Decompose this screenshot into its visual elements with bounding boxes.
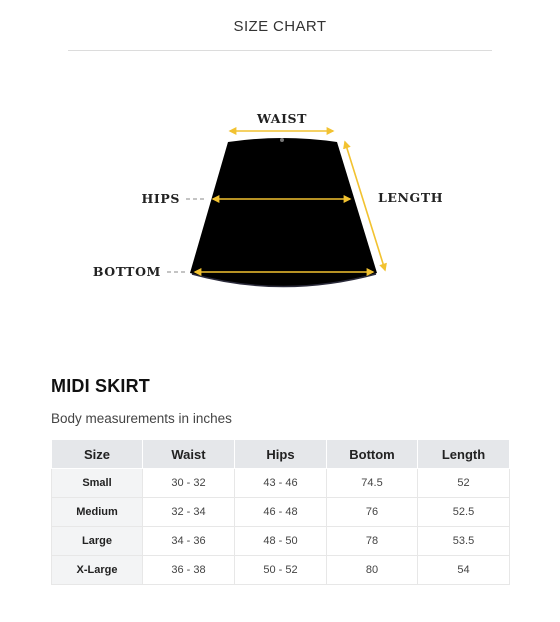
waist-cell: 32 - 34 xyxy=(143,498,235,527)
bottom-cell: 80 xyxy=(327,556,418,585)
column-header-hips: Hips xyxy=(235,440,327,469)
length-cell: 52.5 xyxy=(418,498,510,527)
section-title: MIDI SKIRT xyxy=(51,376,150,396)
title-divider xyxy=(68,50,492,51)
hips-cell: 48 - 50 xyxy=(235,527,327,556)
waist-cell: 34 - 36 xyxy=(143,527,235,556)
page-title: SIZE CHART xyxy=(233,18,327,35)
size-cell: Large xyxy=(52,527,143,556)
length-label: LENGTH xyxy=(378,190,444,205)
hips-cell: 50 - 52 xyxy=(235,556,327,585)
table-row xyxy=(52,469,510,498)
size-chart-table xyxy=(51,439,510,585)
table-row xyxy=(52,556,510,585)
hips-cell: 43 - 46 xyxy=(235,469,327,498)
waist-cell: 36 - 38 xyxy=(143,556,235,585)
column-header-bottom: Bottom xyxy=(327,440,418,469)
hips-cell: 46 - 48 xyxy=(235,498,327,527)
table-row xyxy=(52,527,510,556)
waist-label: WAIST xyxy=(256,111,308,126)
bottom-label: BOTTOM xyxy=(92,264,161,279)
size-cell: X-Large xyxy=(52,556,143,585)
hips-label: HIPS xyxy=(141,191,180,206)
skirt-silhouette xyxy=(190,138,377,287)
section-subtitle: Body measurements in inches xyxy=(51,411,232,426)
bottom-cell: 76 xyxy=(327,498,418,527)
length-cell: 52 xyxy=(418,469,510,498)
size-cell: Small xyxy=(52,469,143,498)
table-row xyxy=(52,498,510,527)
bottom-cell: 78 xyxy=(327,527,418,556)
skirt-diagram xyxy=(0,100,560,300)
length-cell: 53.5 xyxy=(418,527,510,556)
column-header-waist: Waist xyxy=(143,440,235,469)
waist-cell: 30 - 32 xyxy=(143,469,235,498)
bottom-cell: 74.5 xyxy=(327,469,418,498)
column-header-length: Length xyxy=(418,440,510,469)
table-header-row xyxy=(52,440,510,469)
length-cell: 54 xyxy=(418,556,510,585)
column-header-size: Size xyxy=(52,440,143,469)
size-cell: Medium xyxy=(52,498,143,527)
waist-tag-icon xyxy=(280,138,284,142)
